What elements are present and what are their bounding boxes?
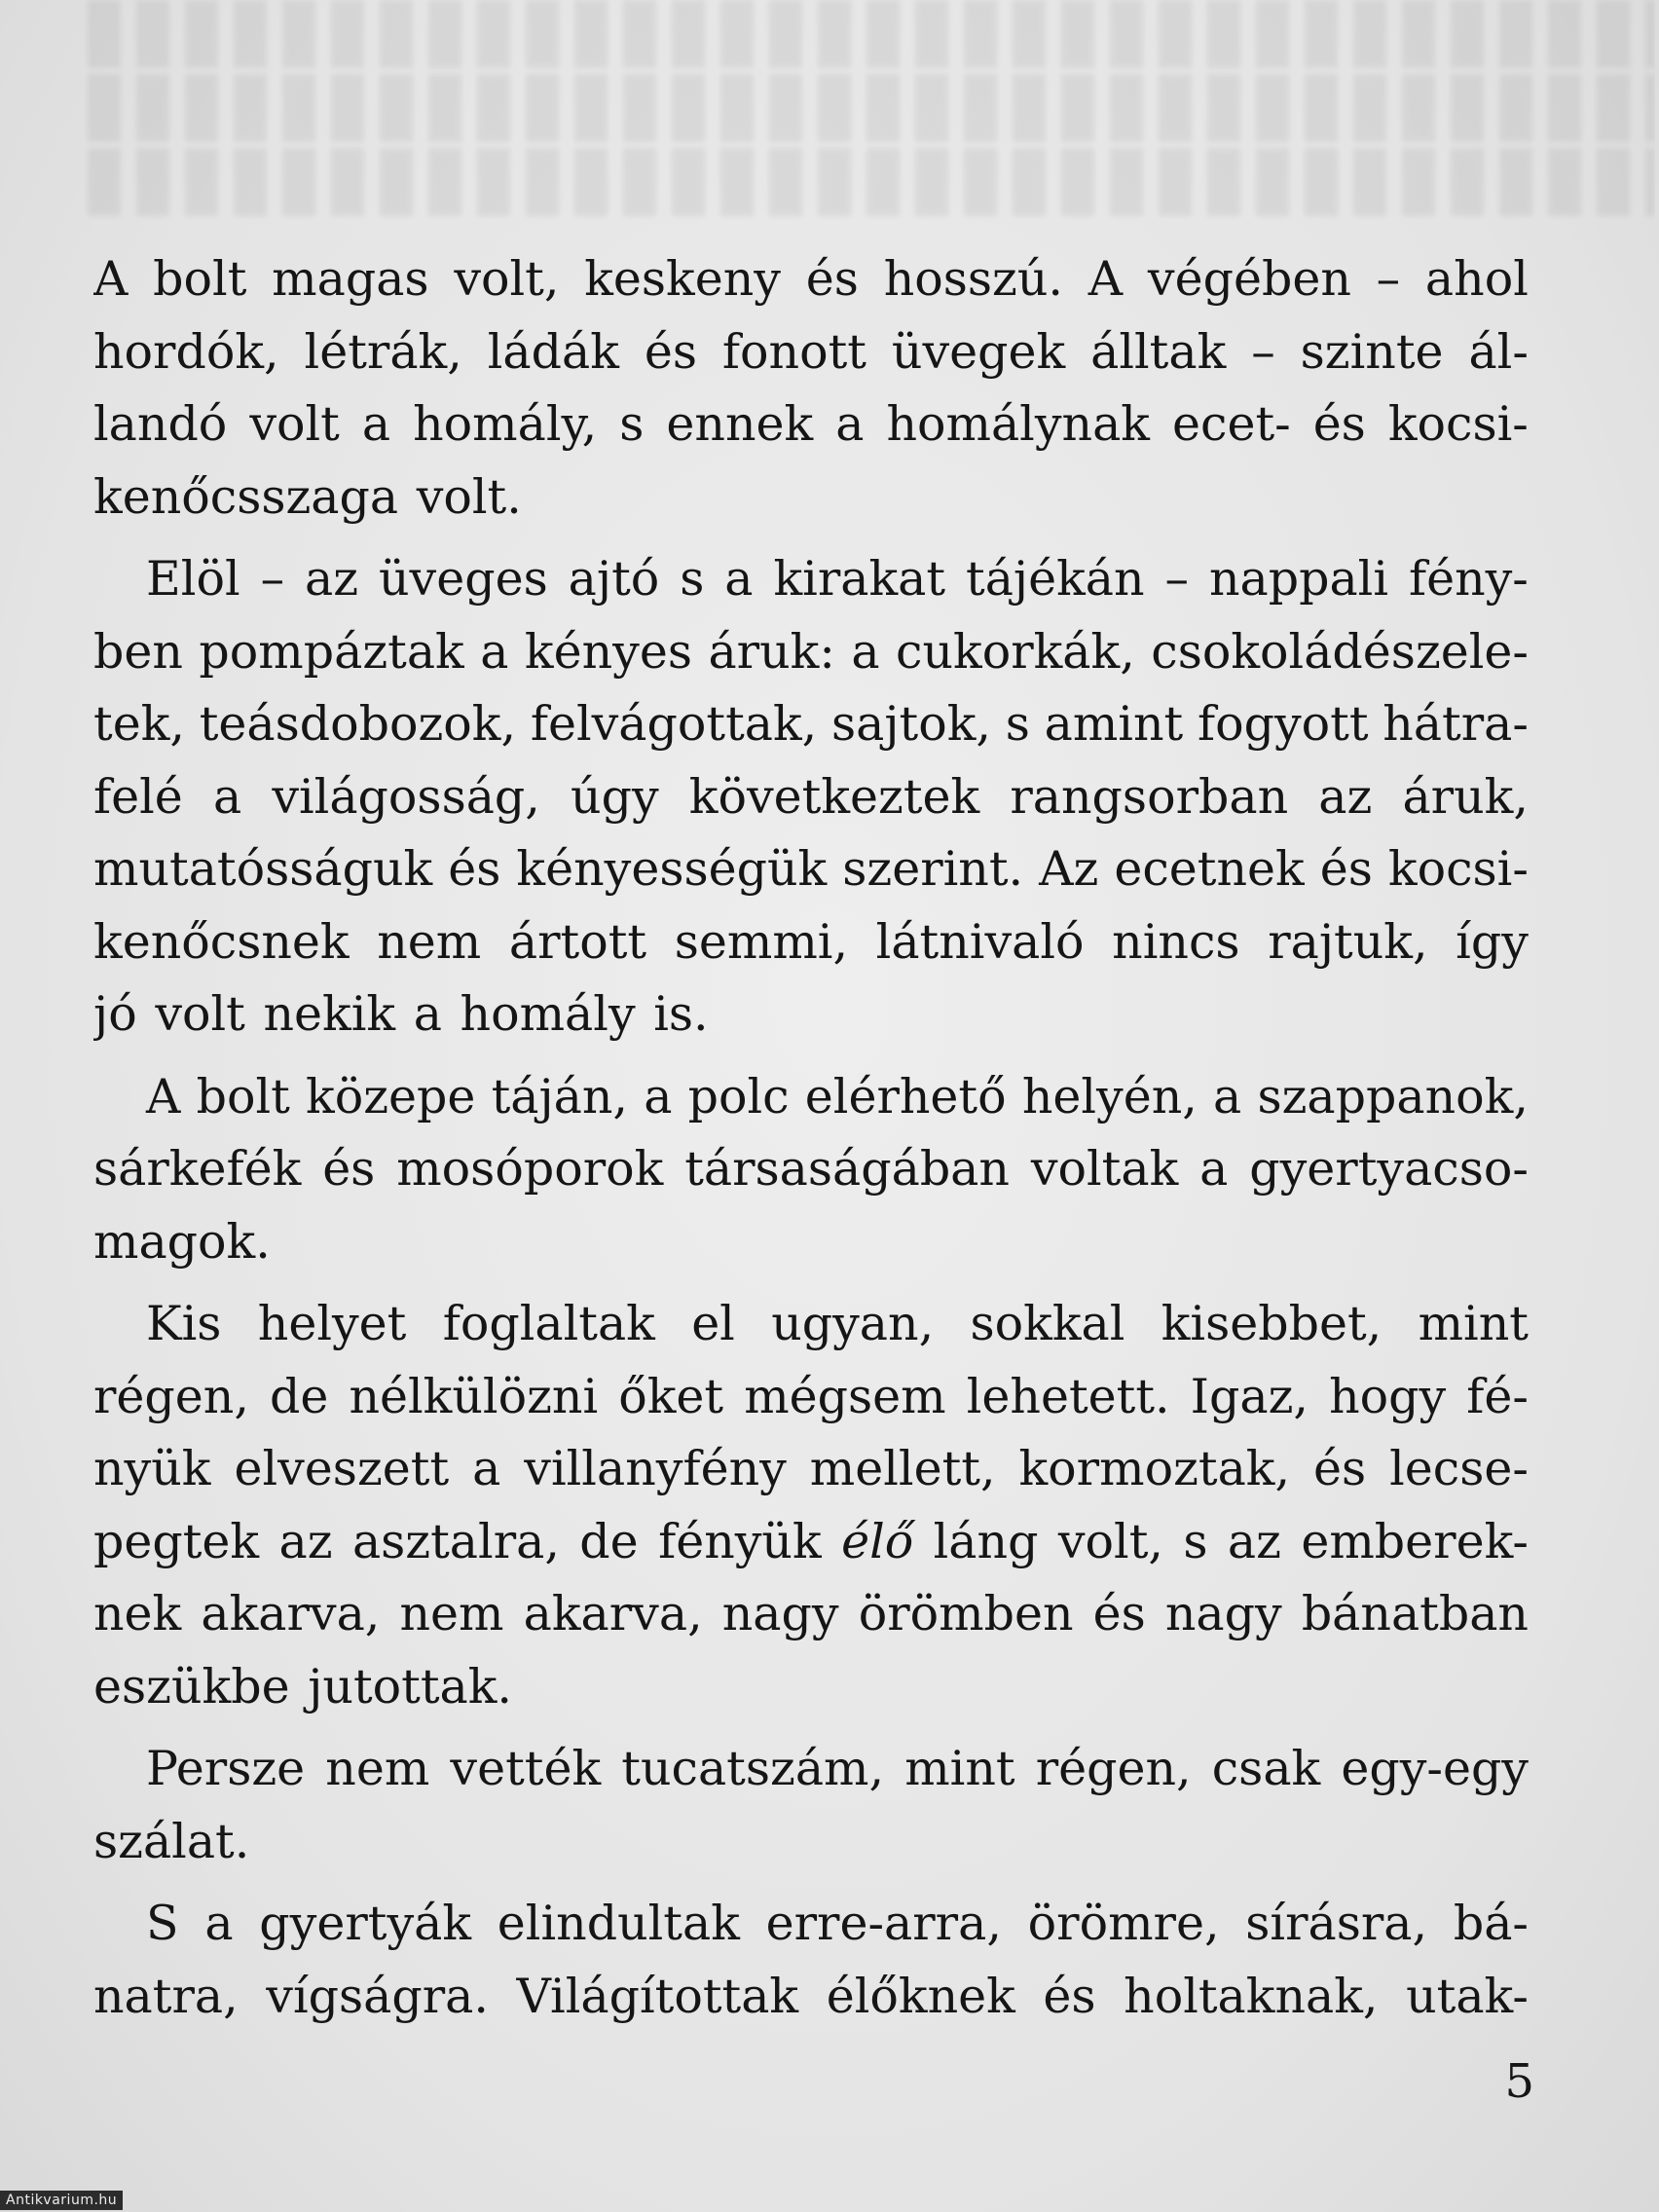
text-line: A bolt közepe táján, a polc elérhető helyén, a szappanok,	[146, 1068, 1529, 1124]
paragraph	[93, 1888, 1529, 2033]
text-line: kenőcsnek nem ártott semmi, látnivaló nincs rajtuk, így	[93, 913, 1529, 970]
text-line: ben pompáztak a kényes áruk: a cukorkák, csokoládészele-	[93, 623, 1529, 680]
text-line: A bolt magas volt, keskeny és hosszú. A végében – ahol	[93, 251, 1529, 307]
text-line: tek, teásdobozok, felvágottak, sajtok, s amint fogyott hátra-	[93, 696, 1529, 752]
text-line: natra, vígságra. Világítottak élőknek és holtaknak, utak-	[93, 1968, 1529, 2024]
bleed-through-text	[58, 0, 1655, 243]
paragraph	[93, 1733, 1529, 1878]
paragraph	[93, 1288, 1529, 1723]
text-line: landó volt a homály, s ennek a homálynak ecet- és kocsi-	[93, 396, 1529, 452]
text-line: Kis helyet foglaltak el ugyan, sokkal kisebbet, mint	[146, 1296, 1529, 1351]
text-line: Elöl – az üveges ajtó s a kirakat tájékán – nappali fény-	[146, 551, 1529, 607]
watermark: Antikvarium.hu	[0, 2191, 123, 2210]
text-line: eszükbe jutottak.	[93, 1658, 512, 1714]
text-line: szálat.	[93, 1813, 250, 1869]
text-line: Persze nem vették tucatszám, mint régen, csak egy-egy	[146, 1741, 1529, 1796]
text-line: nyük elveszett a villanyfény mellett, kormoztak, és lecse-	[93, 1441, 1529, 1496]
text-line: felé a világosság, úgy következtek rangsorban az áruk,	[93, 768, 1529, 825]
text-line: kenőcsszaga volt.	[93, 468, 522, 525]
text-line: magok.	[93, 1213, 271, 1270]
text-line: nek akarva, nem akarva, nagy örömben és nagy bánatban	[93, 1586, 1529, 1641]
text-line: S a gyertyák elindultak erre-arra, örömre, sírásra, bá-	[146, 1896, 1529, 1951]
text-line: régen, de nélkülözni őket mégsem lehetett. Igaz, hogy fé-	[93, 1368, 1529, 1424]
text-line: pegtek az asztalra, de fényük élő láng volt, s az emberek-	[93, 1513, 1529, 1569]
text-line: mutatósságuk és kényességük szerint. Az ecetnek és kocsi-	[93, 841, 1529, 897]
body-text	[93, 243, 1529, 2033]
paragraph	[93, 1061, 1529, 1279]
paragraph	[93, 543, 1529, 1051]
text-line: sárkefék és mosóporok társaságában voltak a gyertyacso-	[93, 1141, 1529, 1197]
text-line: jó volt nekik a homály is.	[93, 986, 709, 1042]
page-number: 5	[1504, 2054, 1534, 2109]
text-line: hordók, létrák, ládák és fonott üvegek álltak – szinte ál-	[93, 323, 1529, 380]
paragraph	[93, 243, 1529, 534]
